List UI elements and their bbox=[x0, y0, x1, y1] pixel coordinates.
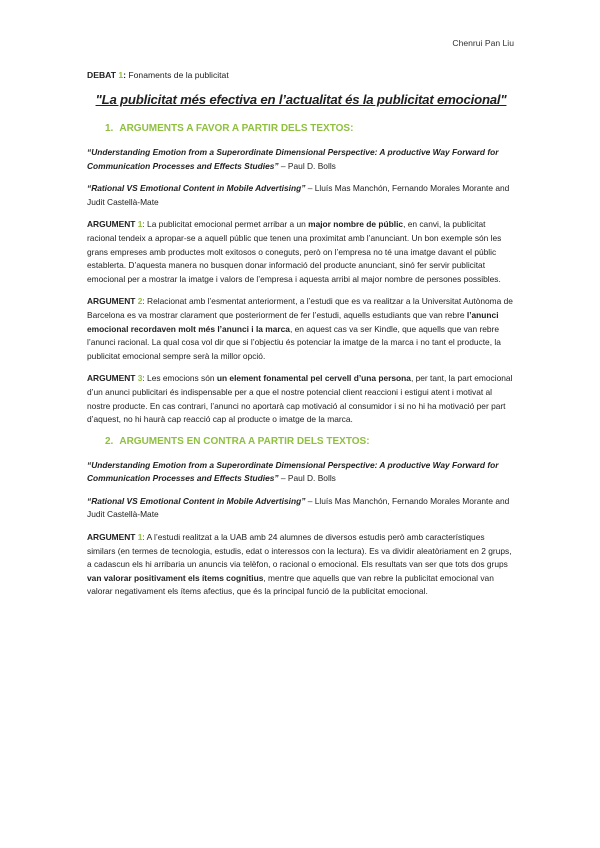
source-author: – Lluís Mas Manchón, Fernando Morales Morante and Judit Castellà-Mate bbox=[87, 495, 510, 520]
argument-text: , en aquest cas va ser Kindle, que aquells que van rebre l’anunci racional. La qual cosa vol dir que si l’objectiu és potenciar la imatge de la marca i no tant el producte, la publicitat emocional sempre serà la millor opció. bbox=[87, 323, 501, 361]
argument-number: 2 bbox=[137, 296, 143, 307]
debate-label: DEBAT bbox=[87, 70, 116, 80]
section-number: 1. bbox=[105, 123, 114, 134]
argument-text: : Relacionat amb l’esmentat anteriorment, a l’estudi que es va realitzar a la Universitat Autònoma de Barcelona es va mostrar clarament que posteriorment de fer l’estudi, aquells estudiants que van rebre bbox=[87, 296, 513, 320]
argument-emphasis: un element fonamental pel cervell d’una persona bbox=[216, 373, 411, 384]
page-title: "La publicitat més efectiva en l’actualitat és la publicitat emocional" bbox=[95, 92, 507, 107]
argument-paragraph bbox=[87, 295, 515, 363]
argument-label: ARGUMENT bbox=[87, 373, 136, 384]
document-content bbox=[87, 70, 515, 608]
argument-number: 1 bbox=[137, 532, 143, 543]
source-title: “Rational VS Emotional Content in Mobile Advertising” bbox=[87, 183, 306, 194]
argument-emphasis: l’anunci emocional recordaven molt més l’anunci i la marca bbox=[87, 309, 499, 334]
source-author: – Lluís Mas Manchón, Fernando Morales Morante and Judit Castellà-Mate bbox=[87, 183, 510, 207]
argument-paragraph bbox=[87, 372, 515, 426]
argument-text: : A l’estudi realitzat a la UAB amb 24 alumnes de diversos estudis però amb característiques similars (en termes de tecnologia, estudis, edat o interessos con la lectura). Es va dividir aleatòriament en 2 grups, a cadascun els hi arribaria un anuncis via telèfon, o racional o emocional. Els resultats van ser que tots dos grups bbox=[87, 532, 512, 570]
source-reference bbox=[87, 459, 515, 486]
argument-text: : La publicitat emocional permet arribar a un bbox=[142, 219, 309, 230]
source-title: “Rational VS Emotional Content in Mobile Advertising” bbox=[87, 495, 306, 506]
argument-paragraph bbox=[87, 531, 515, 599]
source-reference bbox=[87, 495, 515, 522]
argument-text: , per tant, la part emocional d’un anunci publicitari és indispensable per a que el nostre potencial client reaccioni i estigui atent i motivat al nostre producte. En cas contrari, l’anunci no aportarà cap motivació al consumidor i si no hi ha motivació per part d’aquest, no hi haurà cap reacció cap al producte o imatge de la marca. bbox=[87, 373, 513, 425]
argument-paragraph bbox=[87, 218, 515, 286]
argument-text: , mentre que aquells que van rebre la publicitat emocional van valorar negativament els ítems afectius, que és la principal funció de la publicitat emocional. bbox=[87, 572, 494, 597]
debate-topic: Fonaments de la publicitat bbox=[128, 70, 229, 80]
source-author: – Paul D. Bolls bbox=[278, 160, 336, 171]
section-heading-text: ARGUMENTS A FAVOR A PARTIR DELS TEXTOS: bbox=[119, 123, 354, 134]
debate-number: 1 bbox=[118, 70, 124, 80]
section-heading-contra bbox=[105, 436, 515, 447]
source-author: – Paul D. Bolls bbox=[278, 473, 336, 484]
section-number: 2. bbox=[105, 435, 114, 447]
argument-text: : Les emocions són bbox=[142, 373, 217, 384]
debate-colon: : bbox=[123, 70, 127, 80]
section-heading-favor bbox=[105, 123, 515, 134]
argument-emphasis: major nombre de públic bbox=[308, 219, 404, 230]
source-title: “Understanding Emotion from a Superordinate Dimensional Perspective: A productive Way Forward for Communication Processes and Effects Studies” bbox=[87, 147, 499, 171]
author-name: Chenrui Pan Liu bbox=[452, 38, 514, 48]
argument-number: 1 bbox=[137, 219, 143, 230]
source-reference bbox=[87, 182, 515, 209]
argument-label: ARGUMENT bbox=[87, 532, 136, 543]
source-title: “Understanding Emotion from a Superordinate Dimensional Perspective: A productive Way Forward for Communication Processes and Effects Studies” bbox=[87, 459, 499, 484]
argument-number: 3 bbox=[137, 373, 143, 384]
argument-label: ARGUMENT bbox=[87, 219, 136, 230]
debate-heading bbox=[87, 70, 515, 80]
argument-label: ARGUMENT bbox=[87, 296, 136, 307]
section-heading-text: ARGUMENTS EN CONTRA A PARTIR DELS TEXTOS: bbox=[119, 435, 370, 447]
argument-emphasis: van valorar positivament els ítems cognitius bbox=[87, 572, 264, 583]
argument-text: , en canvi, la publicitat racional tendeix a apropar-se a aquell públic que tenen una proximitat amb l’anunciant. Un bon exemple són les grans empreses amb productes molt exitosos o coneguts, però on l’empresa no té una imatge davant el públic establerta. D’aquesta manera no busquen donar informació del producte anunciant, sinó fer servir publicitat emocional per a mostrar la imatge i valors de l’empresa i aquesta arribi al major nombre de persones possibles. bbox=[87, 219, 502, 284]
source-reference bbox=[87, 146, 515, 173]
